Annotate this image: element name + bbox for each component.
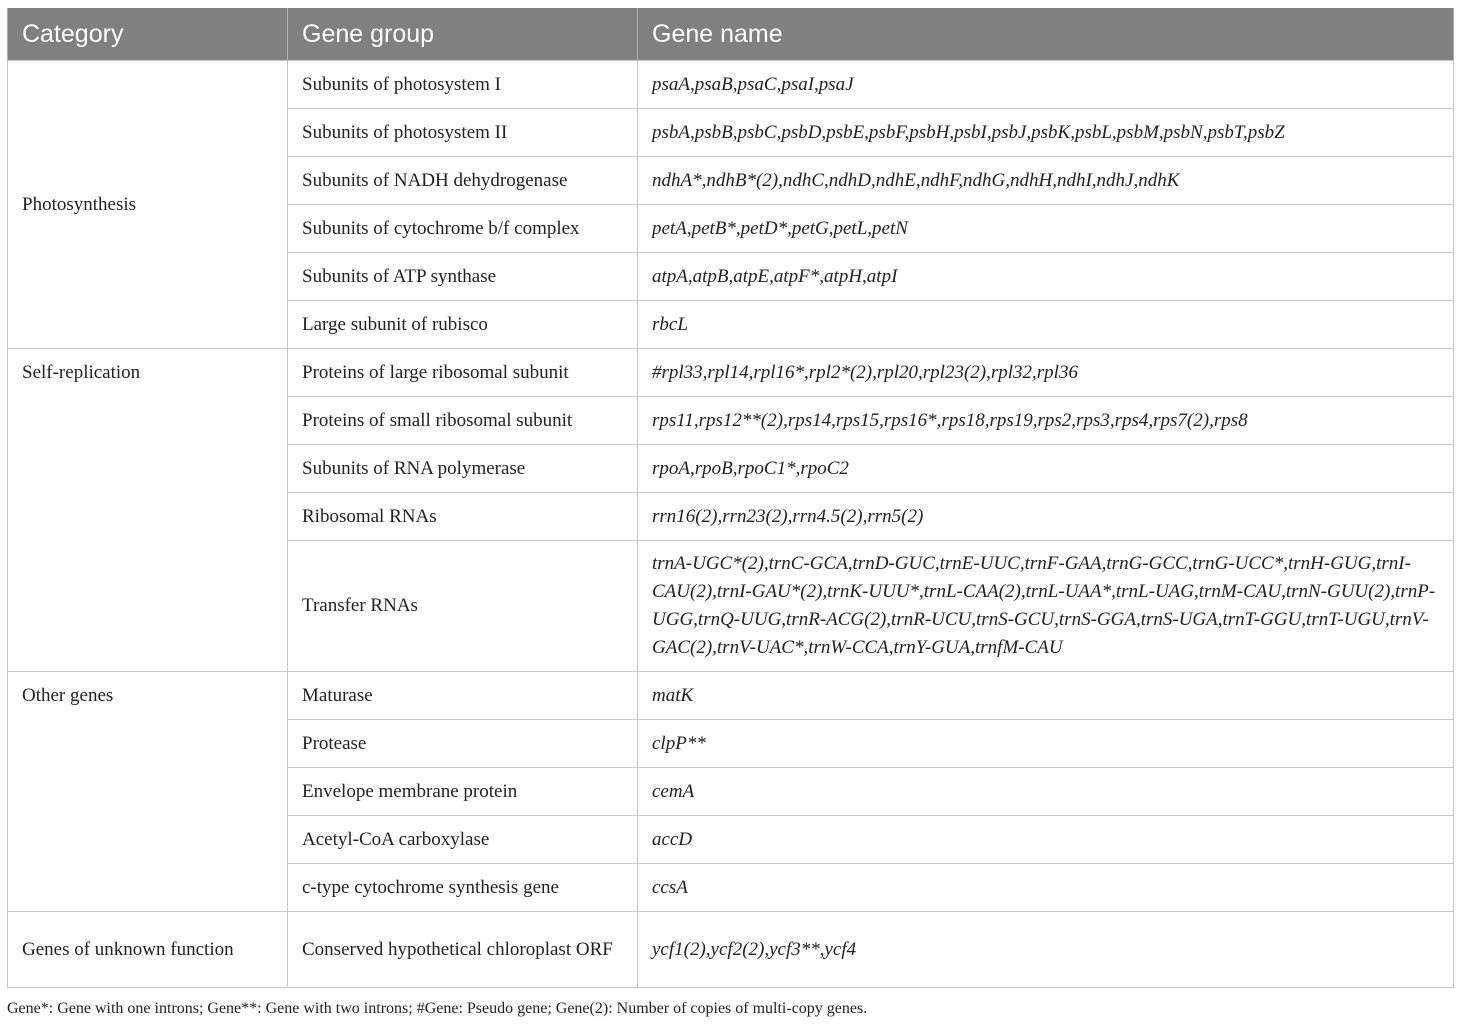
- gene-group-cell: Subunits of photosystem II: [288, 109, 638, 157]
- gene-name-cell: rps11,rps12**(2),rps14,rps15,rps16*,rps18,rps19,rps2,rps3,rps4,rps7(2),rps8: [638, 397, 1454, 445]
- gene-table-container: [7, 8, 1453, 988]
- gene-group-cell: Conserved hypothetical chloroplast ORF: [288, 912, 638, 988]
- table-footnote: Gene*: Gene with one introns; Gene**: Gene with two introns; #Gene: Pseudo gene; Gene(2): Number of copies of multi-copy genes.: [7, 1000, 868, 1017]
- gene-name-cell: atpA,atpB,atpE,atpF*,atpH,atpI: [638, 253, 1454, 301]
- gene-group-cell: Ribosomal RNAs: [288, 493, 638, 541]
- gene-group-cell: Proteins of large ribosomal subunit: [288, 349, 638, 397]
- category-other-genes: Other genes: [8, 672, 288, 912]
- table-row: [8, 672, 1454, 720]
- header-gene-name: Gene name: [638, 8, 1454, 61]
- gene-group-cell: Envelope membrane protein: [288, 768, 638, 816]
- gene-name-cell: ycf1(2),ycf2(2),ycf3**,ycf4: [638, 912, 1454, 988]
- category-self-replication: Self-replication: [8, 349, 288, 672]
- gene-group-cell: c-type cytochrome synthesis gene: [288, 864, 638, 912]
- gene-group-cell: Acetyl-CoA carboxylase: [288, 816, 638, 864]
- gene-table: [7, 8, 1454, 988]
- gene-name-cell: psbA,psbB,psbC,psbD,psbE,psbF,psbH,psbI,psbJ,psbK,psbL,psbM,psbN,psbT,psbZ: [638, 109, 1454, 157]
- gene-name-cell: rbcL: [638, 301, 1454, 349]
- gene-name-cell: matK: [638, 672, 1454, 720]
- table-row: [8, 349, 1454, 397]
- gene-group-cell: Subunits of photosystem I: [288, 61, 638, 109]
- table-row: [8, 61, 1454, 109]
- category-unknown-function: Genes of unknown function: [8, 912, 288, 988]
- category-photosynthesis: Photosynthesis: [8, 61, 288, 349]
- gene-name-cell: #rpl33,rpl14,rpl16*,rpl2*(2),rpl20,rpl23(2),rpl32,rpl36: [638, 349, 1454, 397]
- gene-name-cell: ccsA: [638, 864, 1454, 912]
- gene-group-cell: Transfer RNAs: [288, 541, 638, 672]
- gene-group-cell: Subunits of NADH dehydrogenase: [288, 157, 638, 205]
- table-row: [8, 912, 1454, 988]
- gene-name-cell: ndhA*,ndhB*(2),ndhC,ndhD,ndhE,ndhF,ndhG,ndhH,ndhI,ndhJ,ndhK: [638, 157, 1454, 205]
- gene-name-cell: rpoA,rpoB,rpoC1*,rpoC2: [638, 445, 1454, 493]
- gene-group-cell: Proteins of small ribosomal subunit: [288, 397, 638, 445]
- gene-name-cell: petA,petB*,petD*,petG,petL,petN: [638, 205, 1454, 253]
- gene-group-cell: Maturase: [288, 672, 638, 720]
- gene-group-cell: Subunits of cytochrome b/f complex: [288, 205, 638, 253]
- gene-name-cell: accD: [638, 816, 1454, 864]
- gene-name-cell: trnA-UGC*(2),trnC-GCA,trnD-GUC,trnE-UUC,trnF-GAA,trnG-GCC,trnG-UCC*,trnH-GUG,trnI-CAU(2),trnI-GAU*(2),trnK-UUU*,trnL-CAA(2),trnL-UAA*,trnL-UAG,trnM-CAU,trnN-GUU(2),trnP-UGG,trnQ-UUG,trnR-ACG(2),trnR-UCU,trnS-GCU,trnS-GGA,trnS-UGA,trnT-GGU,trnT-UGU,trnV-GAC(2),trnV-UAC*,trnW-CCA,trnY-GUA,trnfM-CAU: [638, 541, 1454, 672]
- gene-name-cell: psaA,psaB,psaC,psaI,psaJ: [638, 61, 1454, 109]
- gene-name-cell: cemA: [638, 768, 1454, 816]
- gene-name-cell: clpP**: [638, 720, 1454, 768]
- gene-group-cell: Large subunit of rubisco: [288, 301, 638, 349]
- gene-name-cell: rrn16(2),rrn23(2),rrn4.5(2),rrn5(2): [638, 493, 1454, 541]
- header-category: Category: [8, 8, 288, 61]
- header-row: [8, 8, 1454, 61]
- header-gene-group: Gene group: [288, 8, 638, 61]
- gene-group-cell: Subunits of ATP synthase: [288, 253, 638, 301]
- gene-group-cell: Protease: [288, 720, 638, 768]
- gene-group-cell: Subunits of RNA polymerase: [288, 445, 638, 493]
